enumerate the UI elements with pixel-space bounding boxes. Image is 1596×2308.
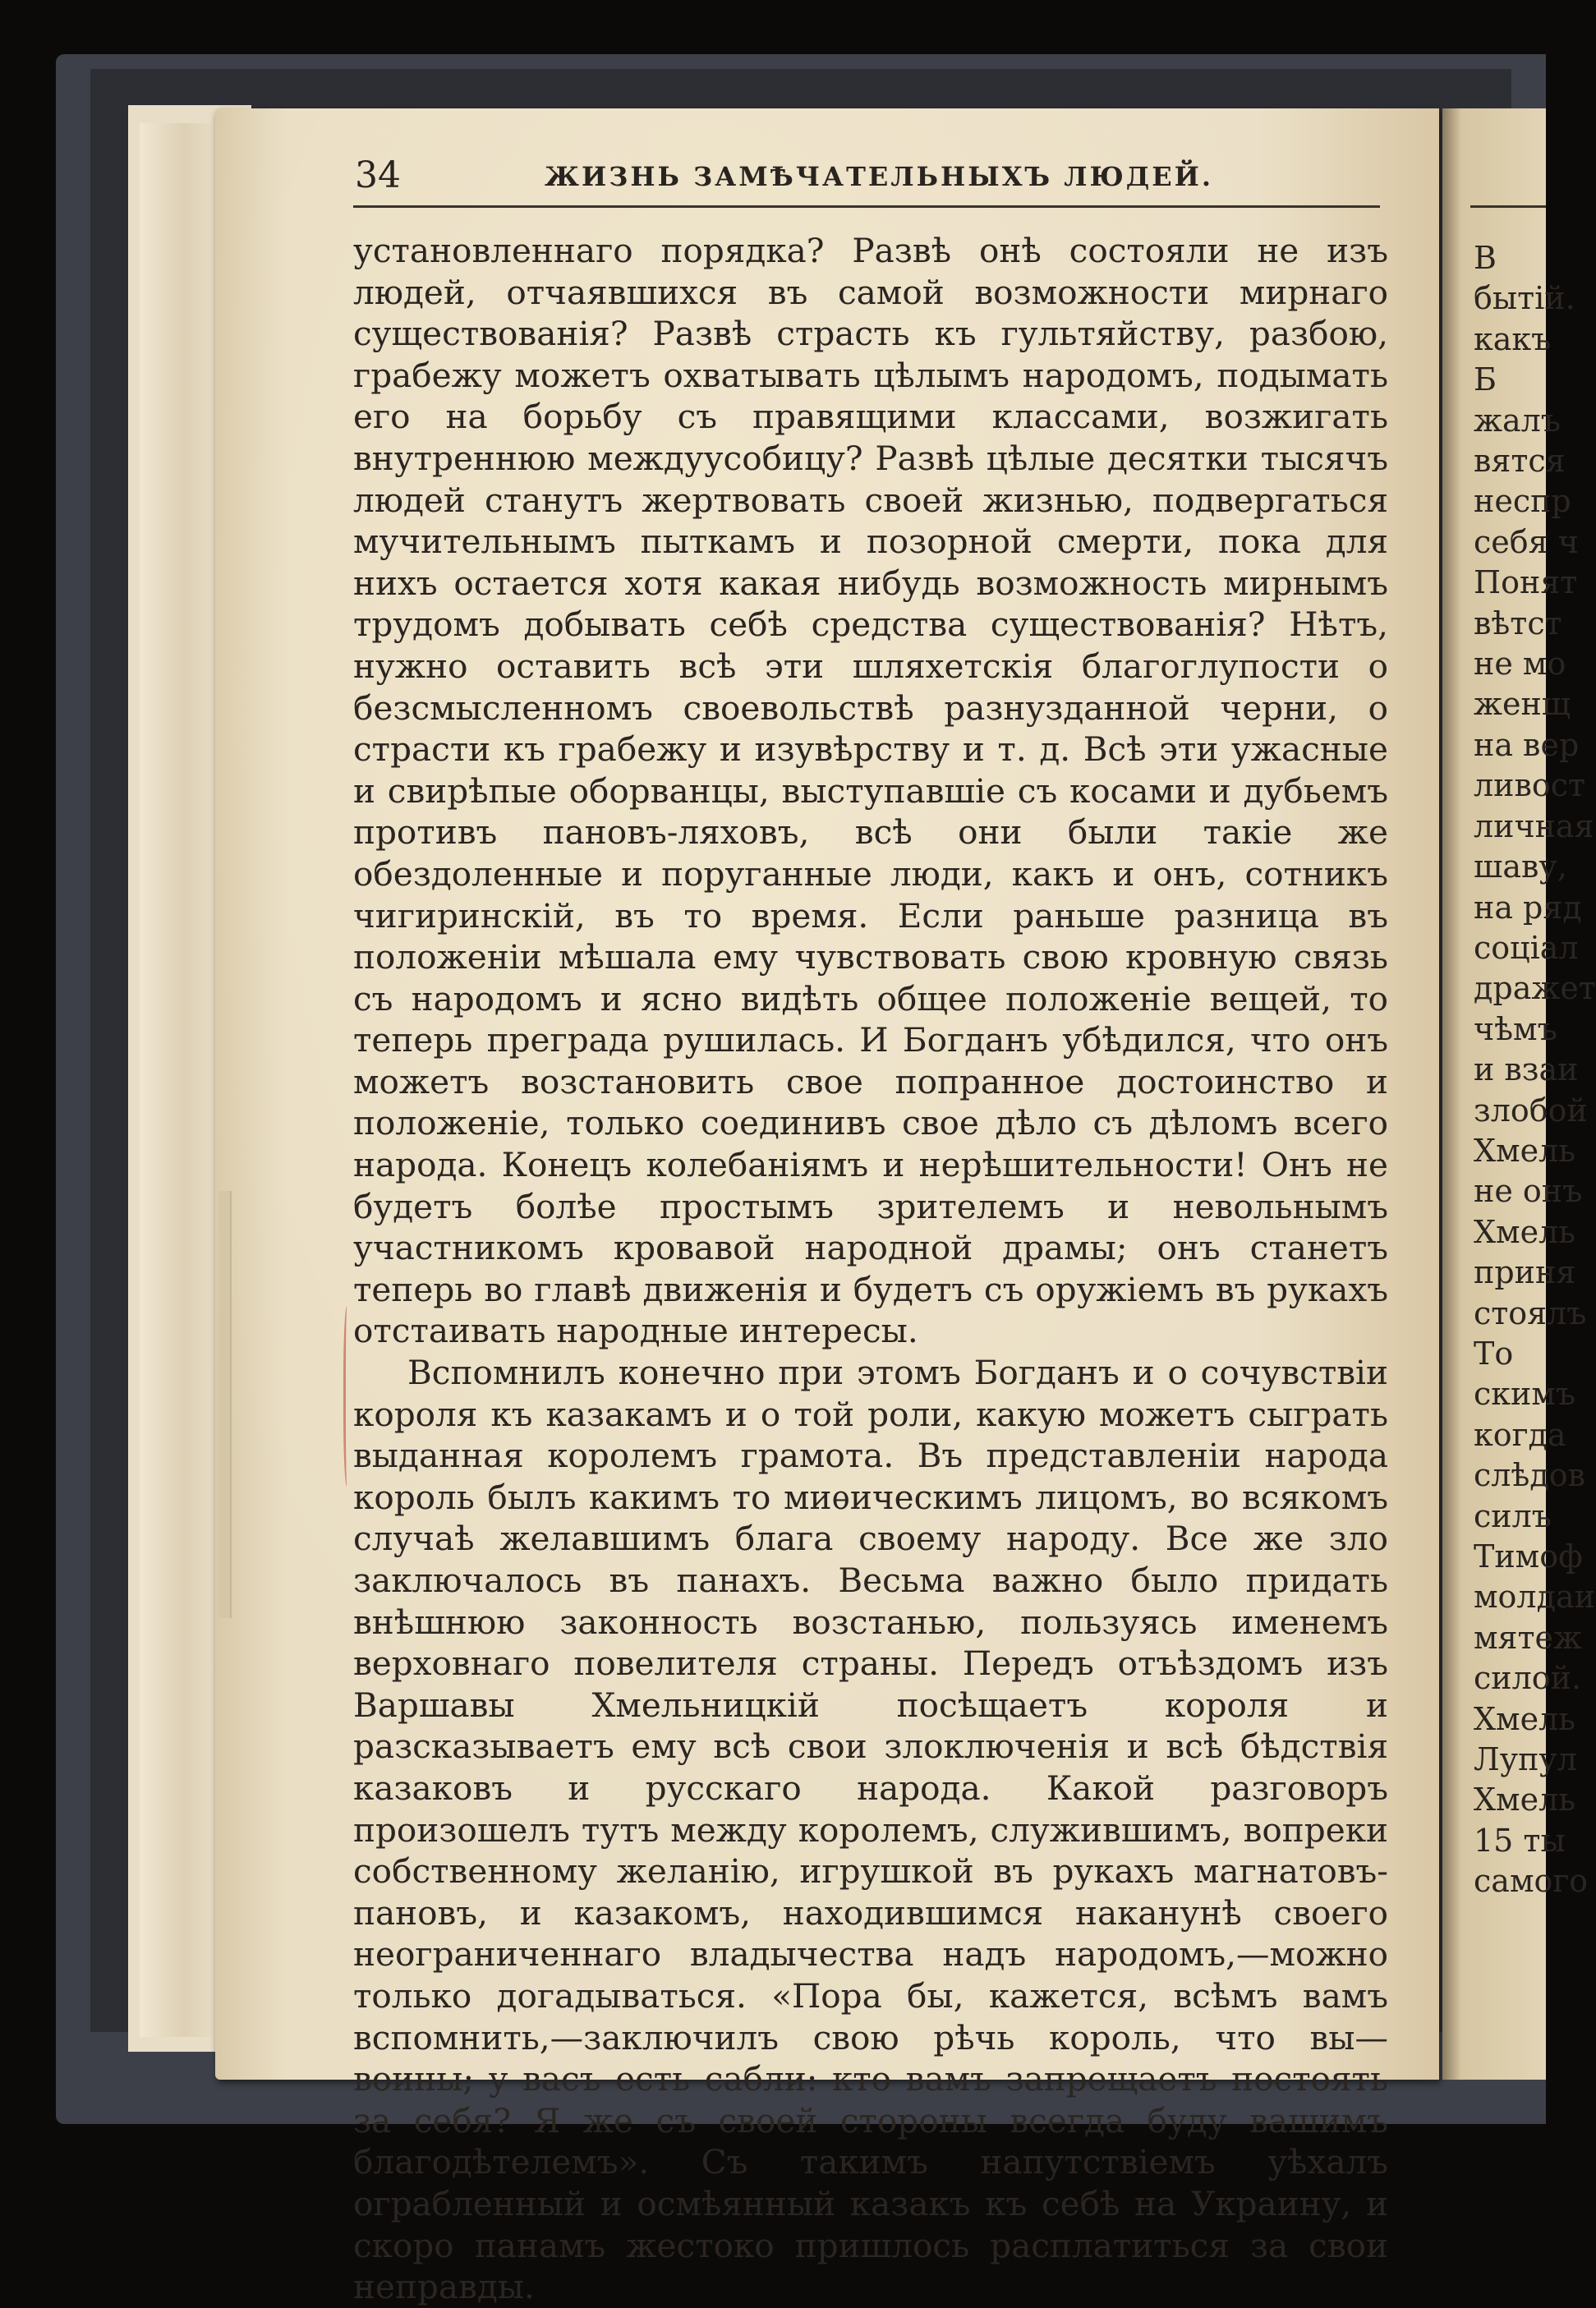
facing-line: когда	[1474, 1416, 1566, 1453]
facing-line: неспр	[1474, 483, 1571, 520]
facing-line: Лупул	[1474, 1741, 1577, 1778]
facing-line: злобой	[1474, 1092, 1588, 1129]
facing-line: какъ	[1474, 320, 1552, 357]
facing-line: и взаи	[1474, 1051, 1579, 1088]
facing-line: Тимоф	[1474, 1538, 1583, 1575]
facing-line: женщ	[1474, 686, 1571, 723]
facing-line: мятеж	[1474, 1619, 1582, 1656]
facing-line: слѣдов	[1474, 1457, 1586, 1494]
facing-line: вятся	[1474, 443, 1566, 480]
facing-line: 15 ты	[1474, 1822, 1566, 1859]
pencil-margin-mark	[343, 1306, 352, 1487]
facing-line: себя ч	[1474, 523, 1579, 560]
paragraph-1: установленнаго порядка? Развѣ онѣ состояли не изъ людей, отчаявшихся въ самой возможности мирнаго существованія? Развѣ страсть къ гультяйству, разбою, грабежу можетъ охватывать цѣлымъ народомъ, подымать его на борьбу съ правящими классами, возжигать внутреннюю междуусобицу? Развѣ цѣлые десятки тысячъ людей станутъ жертвовать своей жизнью, подвергаться мучительнымъ пыткамъ и позорной смерти, пока для нихъ остается хотя какая нибудь возможность мирнымъ трудомъ добывать себѣ средства существованія? Нѣтъ, нужно оставить всѣ эти шляхетскія благоглупости о безсмысленномъ своевольствѣ разнузданной черни, о страсти къ грабежу и изувѣрству и т. д. Всѣ эти ужасные и свирѣпые оборванцы, выступавшіе съ косами и дубьемъ противъ пановъ-ляховъ, всѣ они были такіе же обездоленные и поруганные люди, какъ и онъ, сотникъ чигиринскій, въ то время. Если раньше разница въ положеніи мѣшала ему чувствовать свою кровную связь съ народомъ и ясно видѣть общее положеніе вещей, то теперь преграда рушилась. И Богданъ убѣдился, что онъ можетъ возстановить свое попранное достоинство и положеніе, только соединивъ свое дѣло съ дѣломъ всего народа. Конецъ колебаніямъ и нерѣшительности! Онъ не будетъ болѣе простымъ зрителемъ и невольнымъ участникомъ кровавой народной драмы; онъ станетъ теперь во главѣ движенія и будетъ съ оружіемъ въ рукахъ отстаивать народные интересы.	[353, 231, 1388, 1351]
facing-line: Хмель	[1474, 1700, 1575, 1737]
facing-line: не онъ	[1474, 1173, 1583, 1210]
facing-line: вѣтст	[1474, 605, 1562, 641]
facing-line: дражет	[1474, 970, 1596, 1007]
page-tab-strip	[218, 1191, 232, 1618]
paragraph-2: Вспомнилъ конечно при этомъ Богданъ и о сочувствіи короля къ казакамъ и о той роли, какую можетъ сыграть выданная королемъ грамота. Въ представленіи народа король былъ какимъ то миѳическимъ лицомъ, во всякомъ случаѣ желавшимъ блага своему народу. Все же зло заключалось въ панахъ. Весьма важно было придать внѣшнюю законность возстанью, пользуясь именемъ верховнаго повелителя страны. Передъ отъѣздомъ изъ Варшавы Хмельницкій посѣщаетъ короля и разсказываетъ ему всѣ свои злоключенія и всѣ бѣдствія казаковъ и русскаго народа. Какой разговоръ произошелъ тутъ между королемъ, служившимъ, вопреки собственному желанію, игрушкой въ рукахъ магнатовъ-пановъ, и казакомъ, находившимся наканунѣ своего неограниченнаго владычества надъ народомъ,—можно только догадываться. «Пора бы, кажется, всѣмъ вамъ вспомнить,—заключилъ свою рѣчь король, что вы—воины; у васъ есть сабли: кто вамъ запрещаетъ постоять за себя? Я же съ своей стороны всегда буду вашимъ благодѣтелемъ». Съ такимъ напутствіемъ уѣхалъ ограбленный и осмѣянный казакъ къ себѣ на Украину, и скоро панамъ жестоко пришлось расплатиться за свои неправды.	[353, 1353, 1388, 2307]
facing-line: на ряд	[1474, 889, 1582, 926]
facing-line: Хмель	[1474, 1782, 1575, 1818]
facing-line: Хмель	[1474, 1213, 1575, 1250]
facing-line: жалъ	[1474, 402, 1561, 439]
facing-line: силой.	[1474, 1660, 1582, 1697]
header-rule	[353, 205, 1380, 208]
facing-line: самого	[1474, 1863, 1589, 1900]
facing-line: Хмель	[1474, 1132, 1575, 1169]
facing-line: То	[1474, 1335, 1514, 1372]
facing-line: чѣмъ	[1474, 1010, 1557, 1047]
page-body	[353, 230, 1388, 2307]
facing-line: силъ	[1474, 1497, 1552, 1534]
facing-line: Б	[1474, 361, 1497, 398]
facing-line: Понят	[1474, 564, 1578, 601]
facing-line: соціал	[1474, 929, 1579, 966]
facing-page-text	[1474, 238, 1596, 1902]
facing-line: скимъ	[1474, 1376, 1576, 1413]
facing-line: бытій.	[1474, 280, 1575, 317]
facing-line: личная	[1474, 807, 1594, 844]
facing-line: не мо	[1474, 646, 1566, 683]
running-title: ЖИЗНЬ ЗАМѢЧАТЕЛЬНЫХЪ ЛЮДЕЙ.	[545, 161, 1213, 192]
page-number: 34	[355, 154, 401, 196]
facing-line: стоялъ	[1474, 1294, 1587, 1331]
facing-line: приня	[1474, 1254, 1576, 1291]
facing-line: на вер	[1474, 726, 1580, 763]
facing-line: шаву,	[1474, 848, 1567, 885]
facing-page-rule	[1470, 205, 1546, 208]
facing-line: молдаи	[1474, 1579, 1595, 1616]
facing-line: В	[1474, 240, 1497, 276]
facing-line: ливост	[1474, 767, 1586, 804]
